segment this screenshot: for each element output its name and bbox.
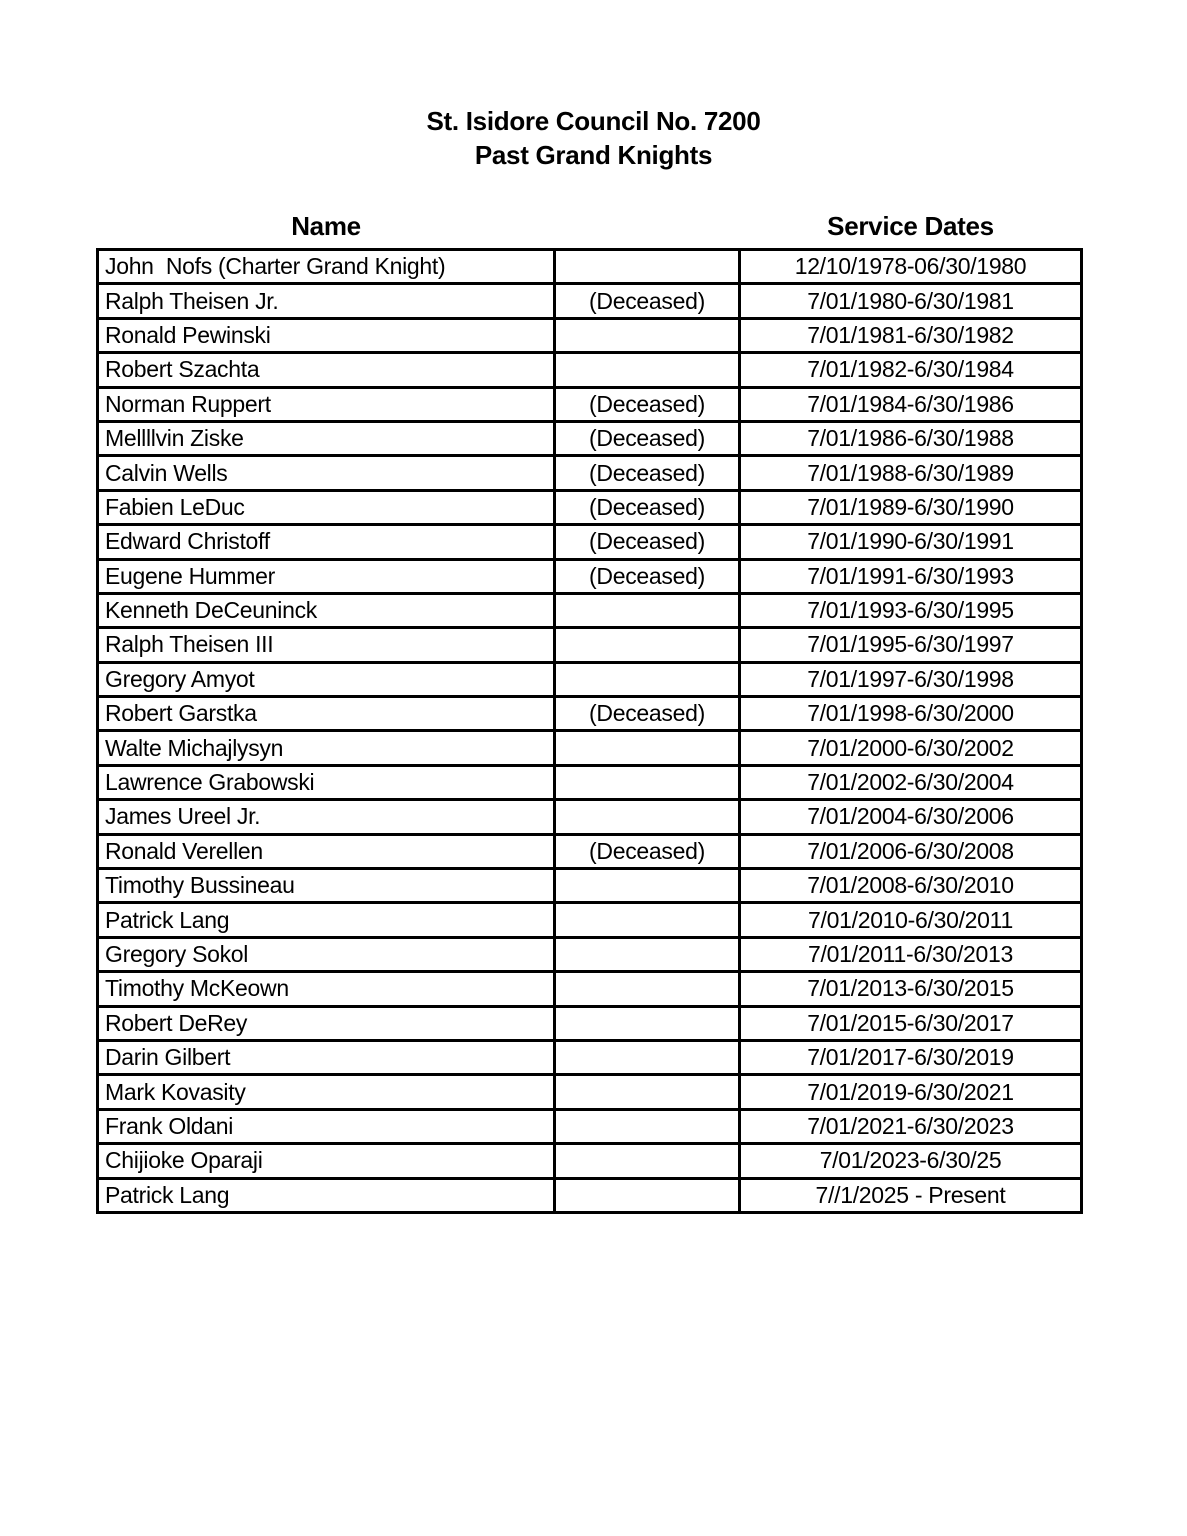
status-cell [555,1144,740,1178]
dates-cell: 7/01/1990-6/30/1991 [740,525,1082,559]
table-row [98,490,1082,524]
status-cell: (Deceased) [555,697,740,731]
table-body [98,250,1082,1213]
status-cell: (Deceased) [555,525,740,559]
status-cell: (Deceased) [555,834,740,868]
table-row [98,1006,1082,1040]
dates-cell: 7/01/1993-6/30/1995 [740,593,1082,627]
dates-cell: 7/01/2021-6/30/2023 [740,1109,1082,1143]
dates-cell: 7/01/2008-6/30/2010 [740,869,1082,903]
status-cell: (Deceased) [555,559,740,593]
table-row [98,903,1082,937]
dates-cell: 7/01/1991-6/30/1993 [740,559,1082,593]
dates-cell: 7/01/2002-6/30/2004 [740,765,1082,799]
status-cell [555,765,740,799]
table-row [98,662,1082,696]
status-cell [555,903,740,937]
dates-cell: 7/01/1986-6/30/1988 [740,421,1082,455]
status-cell [555,731,740,765]
dates-cell: 7/01/2023-6/30/25 [740,1144,1082,1178]
status-cell [555,353,740,387]
table-row [98,353,1082,387]
status-cell: (Deceased) [555,421,740,455]
dates-cell: 7/01/1980-6/30/1981 [740,284,1082,318]
dates-cell: 7/01/1997-6/30/1998 [740,662,1082,696]
name-cell: Ronald Pewinski [98,318,555,352]
table-row [98,869,1082,903]
status-cell [555,250,740,284]
dates-cell: 7/01/2011-6/30/2013 [740,937,1082,971]
title-line-1: St. Isidore Council No. 7200 [426,106,761,136]
status-cell [555,972,740,1006]
table-row [98,800,1082,834]
status-cell [555,1075,740,1109]
dates-cell: 7/01/2006-6/30/2008 [740,834,1082,868]
name-cell: Gregory Sokol [98,937,555,971]
table-row [98,250,1082,284]
name-cell: Fabien LeDuc [98,490,555,524]
status-cell [555,937,740,971]
name-cell: John Nofs (Charter Grand Knight) [98,250,555,284]
status-cell [555,593,740,627]
name-cell: Calvin Wells [98,456,555,490]
column-header-status [555,205,740,250]
status-cell: (Deceased) [555,456,740,490]
name-cell: Timothy McKeown [98,972,555,1006]
name-cell: Gregory Amyot [98,662,555,696]
table-row [98,318,1082,352]
table-row [98,937,1082,971]
table-row [98,834,1082,868]
name-cell: Robert DeRey [98,1006,555,1040]
table-row [98,1075,1082,1109]
dates-cell: 7/01/1984-6/30/1986 [740,387,1082,421]
table-row [98,456,1082,490]
dates-cell: 7/01/1998-6/30/2000 [740,697,1082,731]
dates-cell: 7/01/2015-6/30/2017 [740,1006,1082,1040]
name-cell: Kenneth DeCeuninck [98,593,555,627]
table-row [98,525,1082,559]
dates-cell: 7/01/2000-6/30/2002 [740,731,1082,765]
name-cell: Patrick Lang [98,903,555,937]
header-row [98,205,1082,250]
name-cell: Walte Michajlysyn [98,731,555,765]
table-row [98,972,1082,1006]
table-row [98,697,1082,731]
status-cell [555,1109,740,1143]
name-cell: Edward Christoff [98,525,555,559]
table-row [98,421,1082,455]
name-cell: Robert Szachta [98,353,555,387]
status-cell: (Deceased) [555,387,740,421]
dates-cell: 7/01/2019-6/30/2021 [740,1075,1082,1109]
status-cell [555,1006,740,1040]
status-cell: (Deceased) [555,284,740,318]
name-cell: Chijioke Oparaji [98,1144,555,1178]
dates-cell: 7//1/2025 - Present [740,1178,1082,1212]
name-cell: Patrick Lang [98,1178,555,1212]
name-cell: Robert Garstka [98,697,555,731]
dates-cell: 7/01/1989-6/30/1990 [740,490,1082,524]
name-cell: Ronald Verellen [98,834,555,868]
document-title [0,104,1187,172]
table-row [98,1178,1082,1212]
status-cell [555,662,740,696]
name-cell: Frank Oldani [98,1109,555,1143]
table-row [98,559,1082,593]
status-cell [555,628,740,662]
past-grand-knights-table [96,205,1083,1214]
table-row [98,1144,1082,1178]
status-cell [555,800,740,834]
name-cell: Ralph Theisen III [98,628,555,662]
name-cell: Timothy Bussineau [98,869,555,903]
table-row [98,628,1082,662]
dates-cell: 7/01/2013-6/30/2015 [740,972,1082,1006]
table-row [98,593,1082,627]
dates-cell: 7/01/2010-6/30/2011 [740,903,1082,937]
table-row [98,731,1082,765]
dates-cell: 7/01/2017-6/30/2019 [740,1040,1082,1074]
name-cell: Ralph Theisen Jr. [98,284,555,318]
dates-cell: 7/01/1981-6/30/1982 [740,318,1082,352]
column-header-service-dates: Service Dates [827,211,994,241]
status-cell [555,318,740,352]
dates-cell: 12/10/1978-06/30/1980 [740,250,1082,284]
name-cell: Mark Kovasity [98,1075,555,1109]
title-line-2: Past Grand Knights [474,140,713,170]
column-header-name: Name [291,211,361,241]
name-cell: Eugene Hummer [98,559,555,593]
table-row [98,1040,1082,1074]
name-cell: James Ureel Jr. [98,800,555,834]
table-row [98,1109,1082,1143]
table-row [98,765,1082,799]
name-cell: Mellllvin Ziske [98,421,555,455]
status-cell [555,1178,740,1212]
table-row [98,284,1082,318]
name-cell: Lawrence Grabowski [98,765,555,799]
status-cell: (Deceased) [555,490,740,524]
dates-cell: 7/01/1988-6/30/1989 [740,456,1082,490]
status-cell [555,1040,740,1074]
status-cell [555,869,740,903]
name-cell: Norman Ruppert [98,387,555,421]
name-cell: Darin Gilbert [98,1040,555,1074]
dates-cell: 7/01/1995-6/30/1997 [740,628,1082,662]
dates-cell: 7/01/2004-6/30/2006 [740,800,1082,834]
table-row [98,387,1082,421]
dates-cell: 7/01/1982-6/30/1984 [740,353,1082,387]
